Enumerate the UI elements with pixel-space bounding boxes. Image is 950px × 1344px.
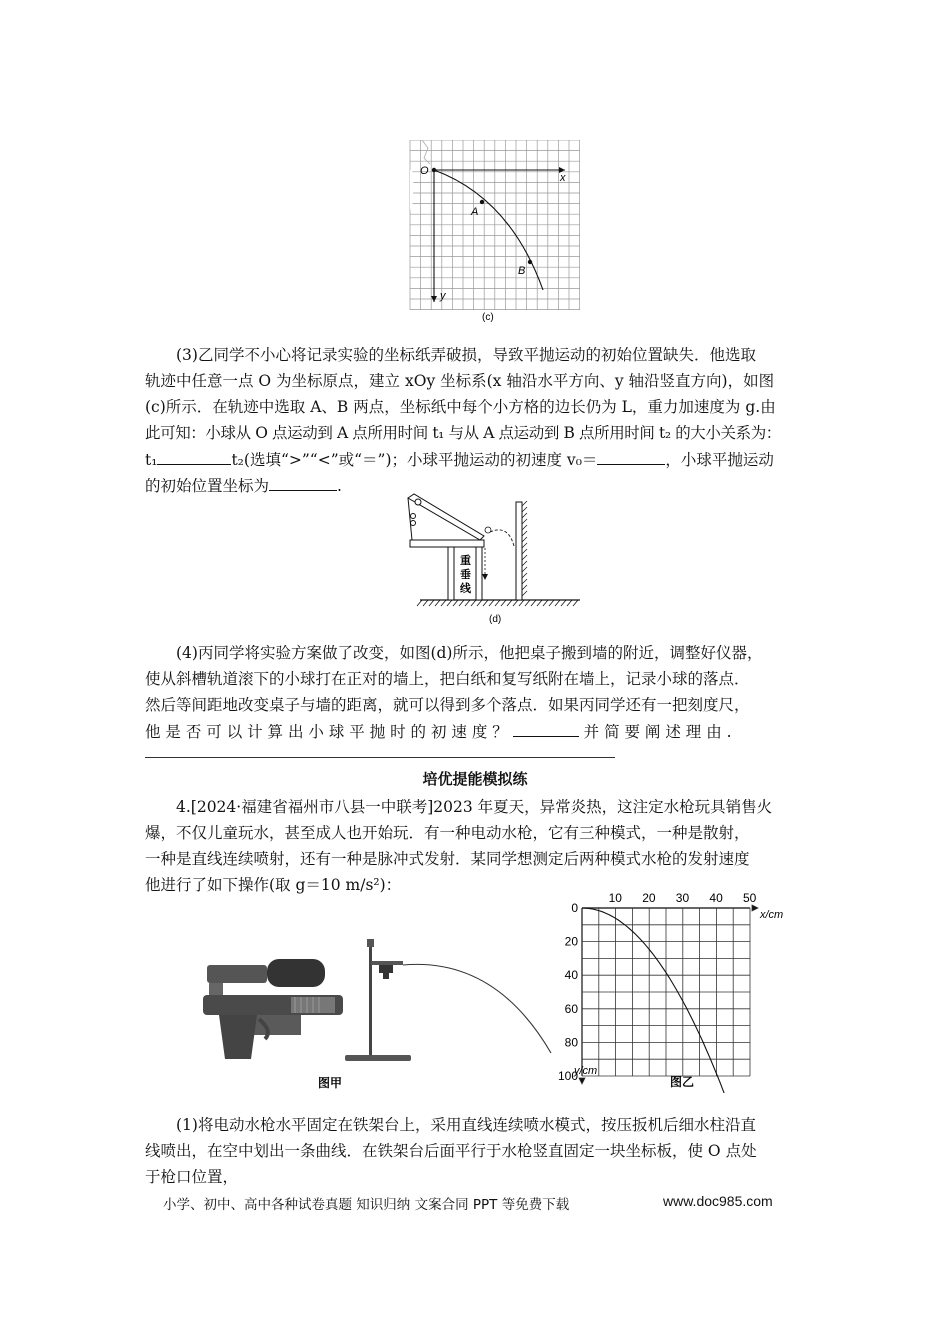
y-axis-label: y [440,290,446,302]
x-tick-label: 20 [642,891,656,905]
q4-line3: 然后等间距地改变桌子与墙的距离，就可以得到多个落点．如果丙同学还有一把刻度尺， [145,696,750,714]
figure-d [400,488,590,628]
figure-jia-caption: 图甲 [318,1076,343,1090]
footer-text: 小学、初中、高中各种试卷真题 知识归纳 文案合同 PPT 等免费下载 [163,1197,570,1213]
x-axis-label: x [560,172,566,184]
x-tick-label: 10 [608,891,622,905]
plumb-label-1: 重 [460,554,471,567]
x-tick-label: 40 [709,891,723,905]
plumb-label-3: 线 [460,582,471,595]
q3-line5 [145,446,810,473]
x-tick-label: 50 [743,891,757,905]
water-gun-icon [203,959,343,1059]
point-a-label: A [471,206,479,218]
point-b-label: B [518,265,526,277]
x-axis-label-yi: x/cm [760,909,784,921]
q4-main-line2: 爆，不仅儿童玩水，甚至成人也开始玩．有一种电动水枪，它有三种模式，一种是散射， [145,824,750,842]
y-axis-label-yi: y/cm [574,1065,598,1077]
q4-line2: 使从斜槽轨道滚下的小球打在正对的墙上，把白纸和复写纸附在墙上，记录小球的落点． [145,670,750,688]
section-title: 培优提能模拟练 [422,770,528,788]
q4-line4 [145,718,810,745]
q3-line3: (c)所示．在轨迹中选取 A、B 两点，坐标纸中每个小方格的边长仍为 L，重力加速度为 g.由 [145,398,776,416]
y-tick-label: 40 [564,968,578,983]
figure-c [400,140,590,325]
q3-line6-text: 的初始位置坐标为 [145,477,270,495]
q3-line5-end: ，小球平抛运动 [665,451,774,469]
q4-line1: (4)丙同学将实验方案做了改变，如图(d)所示，他把桌子搬到墙的附近，调整好仪器， [176,644,763,662]
q3-line6-end: . [337,477,342,495]
x-tick-label: 30 [675,891,690,905]
y-tick-label: 100 [557,1069,578,1083]
y-tick-label: 80 [564,1035,578,1050]
answer-line-reason[interactable] [145,757,615,758]
answer-blank-can-calculate[interactable] [513,718,579,737]
q4-main-line1: 4.[2024·福建省福州市八县一中联考]2023 年夏天，异常炎热，这注定水枪玩具销售火 [176,798,773,816]
q3-line4: 此可知：小球从 O 点运动到 A 点所用时间 t₁ 与从 A 点运动到 B 点所用时间 t₂ 的大小关系为： [145,424,781,442]
plumb-label-2: 垂 [460,568,471,581]
figure-d-caption: (d) [489,614,502,625]
q4-main-line3: 一种是直线连续喷射，还有一种是脉冲式发射．某同学想测定后两种模式水枪的发射速度 [145,850,750,868]
footer-url-link[interactable]: www.doc985.com [663,1193,773,1209]
figure-jia [195,935,560,1095]
q4-1-line2: 线喷出，在空中划出一条曲线．在铁架台后面平行于水枪竖直固定一块坐标板，使 O 点处 [145,1142,757,1160]
y-tick-label: 60 [564,1001,578,1016]
q4-main-line4: 他进行了如下操作(取 g＝10 m/s²)： [145,876,402,894]
q3-line5-mid: t₂(选填“>”“<”或“＝”)；小球平抛运动的初速度 v₀＝ [231,451,598,469]
iron-stand-icon [345,939,411,1061]
q4-question: 他 是 否 可 以 计 算 出 小 球 平 抛 时 的 初 速 度 ？ [145,723,508,741]
t1-symbol: t₁ [145,451,158,469]
answer-blank-initial-position[interactable] [269,472,337,491]
y-tick-label: 20 [564,934,578,949]
answer-blank-t1-t2[interactable] [157,446,231,465]
figure-yi-caption: 图乙 [670,1075,695,1089]
q3-line2: 轨迹中任意一点 O 为坐标原点，建立 xOy 坐标系(x 轴沿水平方向、y 轴沿竖直方向)，如图 [145,372,775,390]
answer-blank-v0[interactable] [597,446,665,465]
figure-c-caption: (c) [482,312,494,323]
q4-1-line3: 于枪口位置， [145,1168,239,1186]
figure-yi [548,888,798,1093]
q4-reason-prompt: 并 简 要 阐 述 理 由 . [583,723,732,741]
q3-line1: (3)乙同学不小心将记录实验的坐标纸弄破损，导致平抛运动的初始位置缺失．他选取 [176,346,756,364]
origin-label: O [420,165,429,177]
q4-1-line1: (1)将电动水枪水平固定在铁架台上，采用直线连续喷水模式，按压扳机后细水柱沿直 [176,1116,756,1134]
y-tick-label: 0 [571,901,578,915]
